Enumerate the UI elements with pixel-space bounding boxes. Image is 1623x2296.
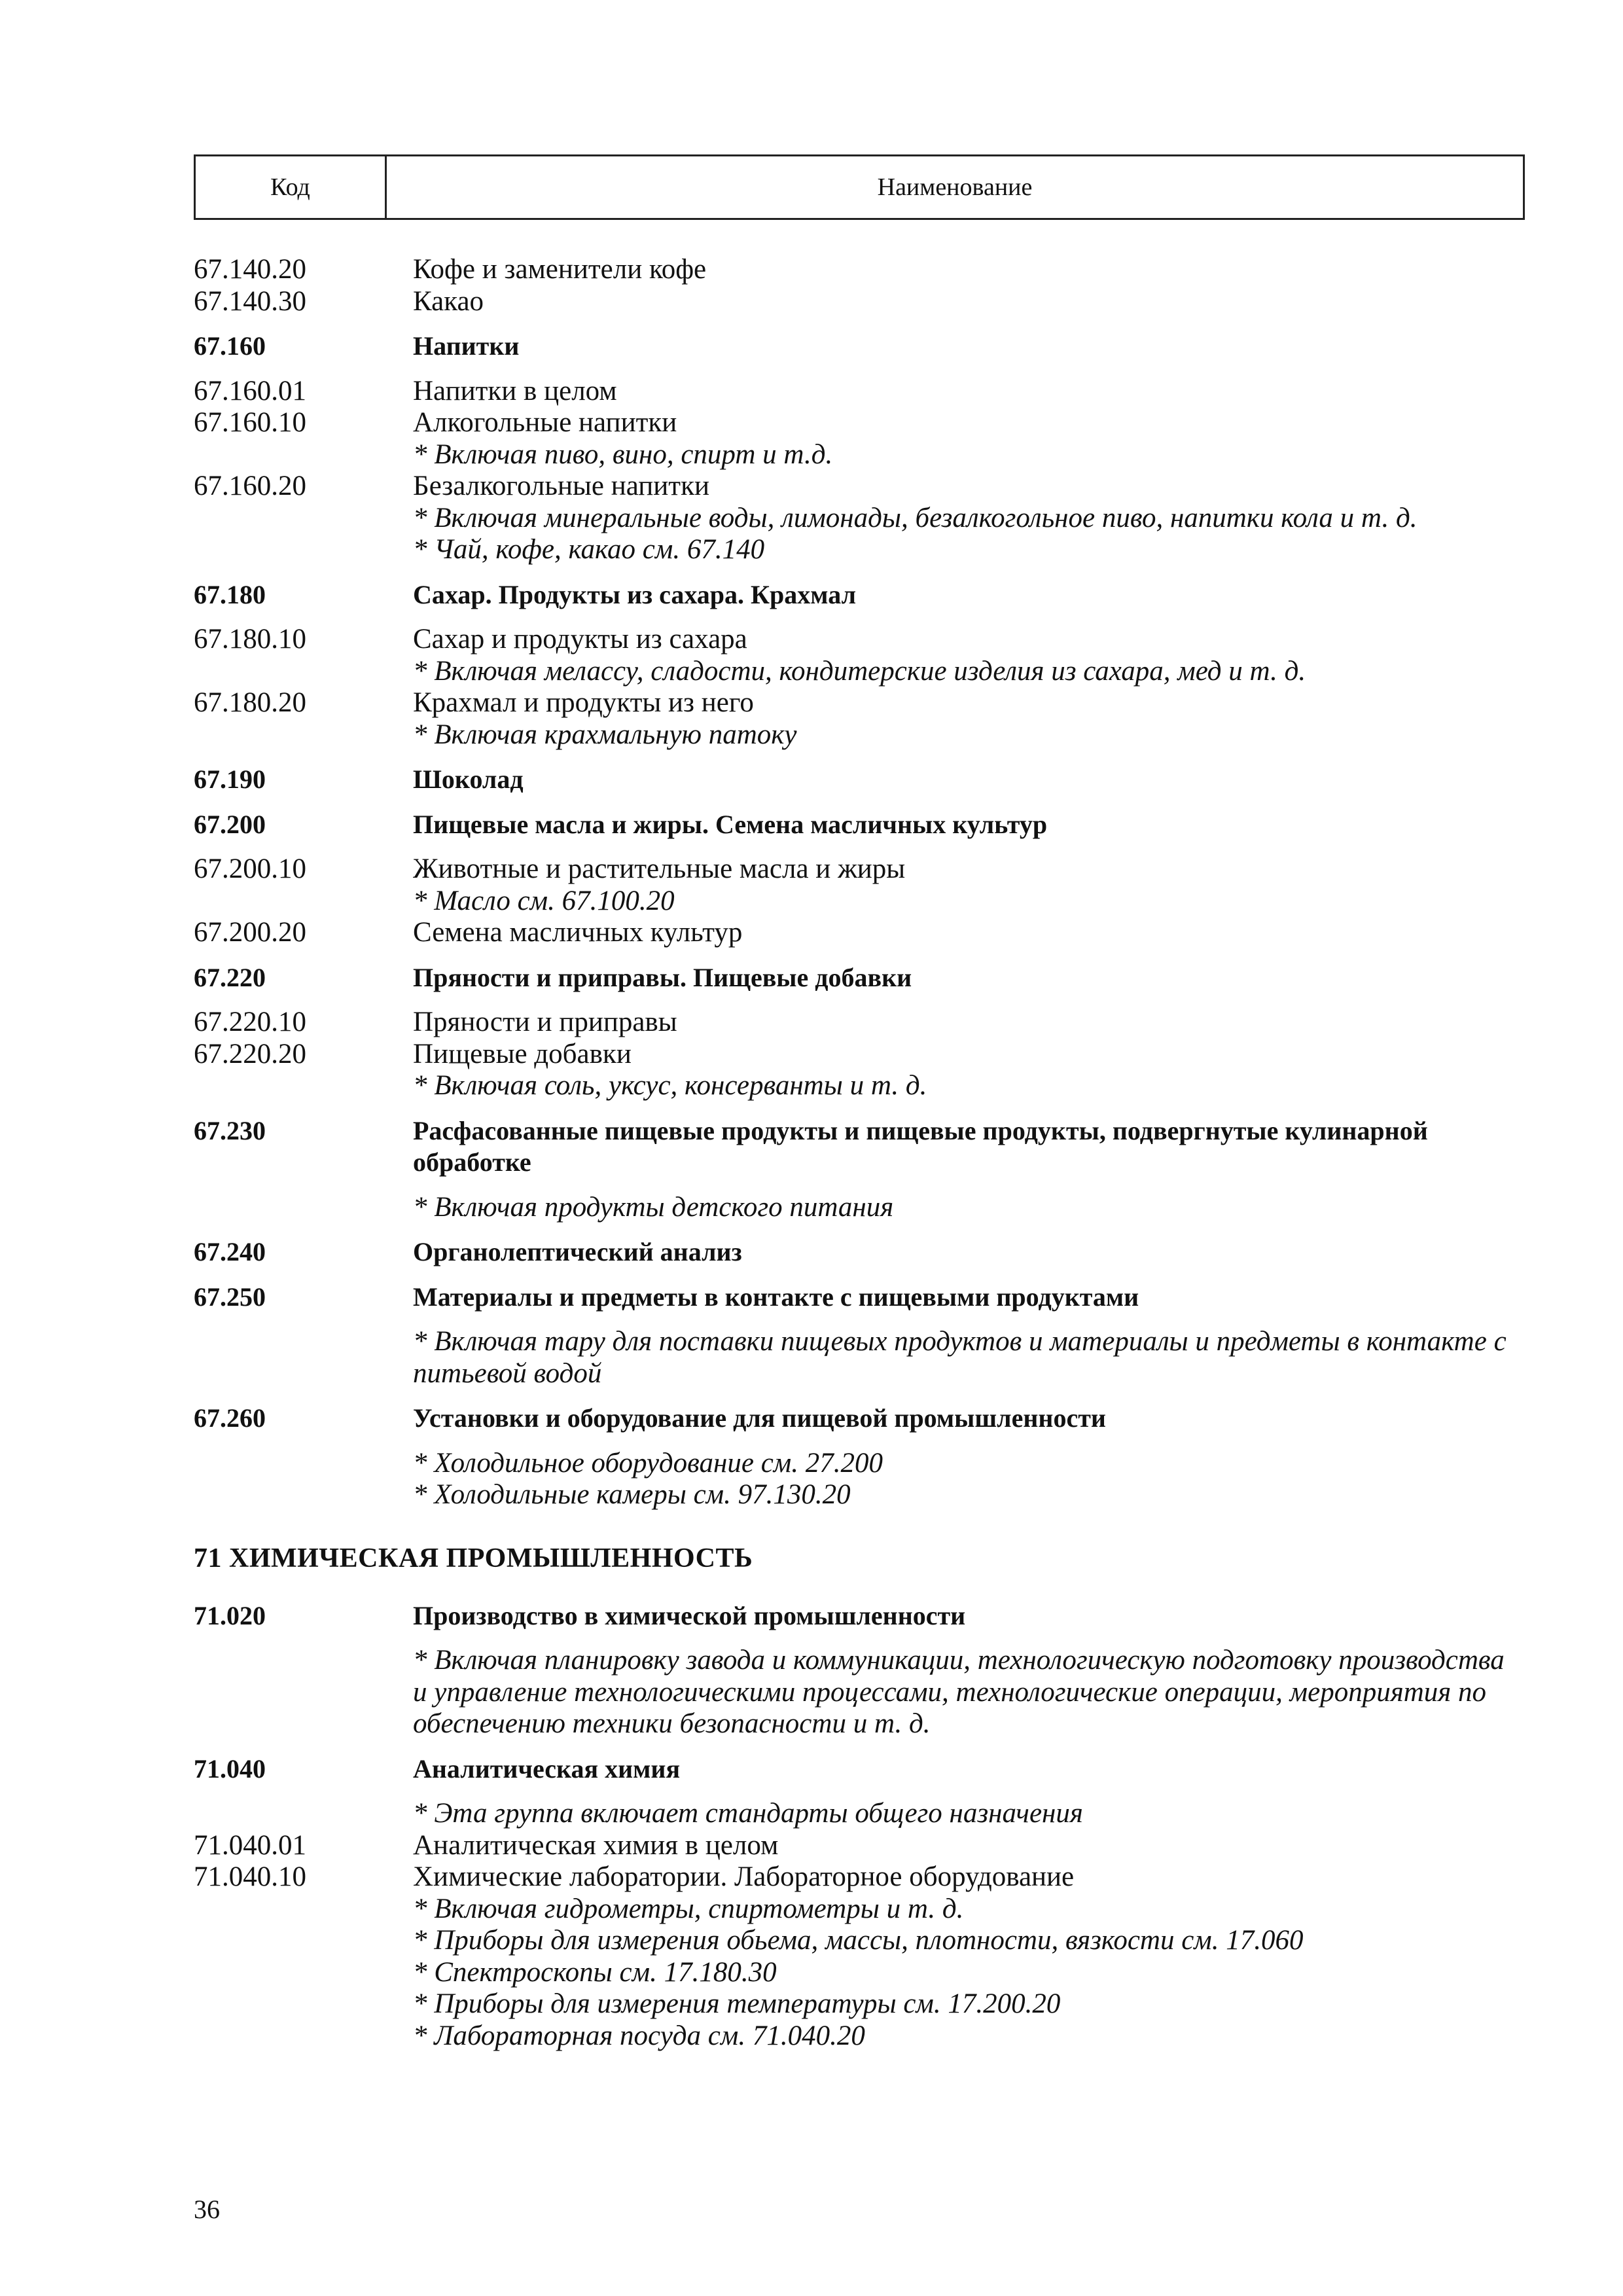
note-row: [194, 656, 1525, 688]
group-heading-row: [194, 809, 1525, 841]
note-row: [194, 534, 1525, 566]
entry-row: [194, 624, 1525, 656]
entry-code: [194, 439, 413, 471]
entry-note: * Включая гидрометры, спиртометры и т. д.: [413, 1893, 964, 1924]
entry-note: * Включая минеральные воды, лимонады, безалкогольное пиво, напитки кола и т. д.: [413, 502, 1418, 533]
entry-code: 67.260: [194, 1403, 266, 1433]
entry-name: Безалкогольные напитки: [413, 471, 709, 501]
entry-row: [194, 1039, 1525, 1071]
entries-group-67: [194, 254, 1525, 1511]
entry-name: Производство в химической промышленности: [413, 1600, 966, 1630]
note-row: [194, 439, 1525, 471]
entry-name: Алкогольные напитки: [413, 407, 677, 438]
entry-name: Животные и растительные масла и жиры: [413, 853, 906, 884]
entry-code: 67.160.10: [194, 407, 306, 438]
entry-note: * Масло см. 67.100.20: [413, 885, 675, 916]
entry-code: [194, 1925, 413, 1957]
entry-row: [194, 254, 1525, 286]
entry-name: Кофе и заменители кофе: [413, 254, 707, 285]
entry-name: Шоколад: [413, 764, 524, 794]
entry-code: 67.180.20: [194, 687, 306, 718]
entry-code: [194, 1645, 413, 1740]
entry-row: [194, 286, 1525, 318]
note-row: [194, 1326, 1525, 1390]
entry-note: * Включая тару для поставки пищевых продуктов и материалы и предметы в контакте с питьевой водой: [413, 1326, 1507, 1389]
entry-name: Пищевые масла и жиры. Семена масличных культур: [413, 809, 1048, 839]
section-heading: 71 ХИМИЧЕСКАЯ ПРОМЫШЛЕННОСТЬ: [194, 1543, 753, 1573]
entry-code: [194, 1448, 413, 1480]
entry-code: 67.220: [194, 962, 266, 992]
group-heading-row: [194, 962, 1525, 994]
entry-code: 71.020: [194, 1600, 266, 1630]
entry-code: 67.220.10: [194, 1007, 306, 1037]
entry-name: Напитки в целом: [413, 375, 617, 406]
entry-code: 67.220.20: [194, 1038, 306, 1069]
note-row: [194, 1798, 1525, 1830]
entry-row: [194, 853, 1525, 886]
entry-code: 67.240: [194, 1237, 266, 1266]
note-row: [194, 719, 1525, 751]
entry-name: Расфасованные пищевые продукты и пищевые продукты, подвергнутые кулинарной обработке: [413, 1115, 1428, 1177]
entry-code: [194, 1798, 413, 1830]
entry-code: 67.140.20: [194, 254, 306, 285]
entry-name: Семена масличных культур: [413, 917, 743, 948]
entry-code: 67.160: [194, 331, 266, 361]
group-heading-row: [194, 1403, 1525, 1435]
page-number: 36: [194, 2195, 220, 2224]
entry-note: * Холодильное оборудование см. 27.200: [413, 1447, 883, 1479]
entry-code: [194, 1893, 413, 1926]
entry-code: [194, 1479, 413, 1511]
entry-note: * Включая пиво, вино, спирт и т.д.: [413, 439, 833, 470]
group-heading-row: [194, 1753, 1525, 1785]
entry-row: [194, 471, 1525, 503]
note-row: [194, 1479, 1525, 1511]
note-row: [194, 1925, 1525, 1957]
group-heading-row: [194, 1115, 1525, 1179]
classifier-entries: [194, 254, 1525, 2052]
entry-code: 67.200: [194, 809, 266, 839]
entry-name: Химические лаборатории. Лабораторное оборудование: [413, 1861, 1075, 1892]
entry-code: 67.230: [194, 1115, 266, 1145]
note-row: [194, 1070, 1525, 1102]
entry-code: [194, 886, 413, 918]
entry-code: 71.040: [194, 1753, 266, 1784]
entry-code: [194, 1326, 413, 1390]
entry-code: 67.180: [194, 579, 266, 609]
entry-code: 67.200.20: [194, 917, 306, 948]
group-heading-row: [194, 1600, 1525, 1632]
entry-row: [194, 1861, 1525, 1893]
entry-code: 67.160.20: [194, 471, 306, 501]
entry-note: * Чай, кофе, какао см. 67.140: [413, 534, 765, 565]
entry-row: [194, 1007, 1525, 1039]
entry-code: [194, 534, 413, 566]
entry-name: Пищевые добавки: [413, 1038, 632, 1069]
note-row: [194, 1957, 1525, 1989]
entry-code: 67.250: [194, 1282, 266, 1312]
entry-code: 67.190: [194, 764, 266, 794]
entry-row: [194, 687, 1525, 719]
entry-name: Пряности и приправы. Пищевые добавки: [413, 962, 912, 992]
entry-code: [194, 719, 413, 751]
header-name-label: Наименование: [877, 173, 1033, 201]
entry-code: [194, 1070, 413, 1102]
table-header: [194, 154, 1525, 220]
entry-name: Напитки: [413, 331, 520, 361]
entry-code: [194, 503, 413, 535]
entry-note: * Лабораторная посуда см. 71.040.20: [413, 2020, 865, 2051]
entry-note: * Спектроскопы см. 17.180.30: [413, 1956, 777, 1988]
note-row: [194, 503, 1525, 535]
entry-note: * Включая планировку завода и коммуникации, технологическую подготовку производства и управление технологическими процессами, технологические операции, мероприятия по обеспечению техники безопасности и т. д.: [413, 1645, 1505, 1739]
note-row: [194, 1988, 1525, 2020]
entry-note: * Холодильные камеры см. 97.130.20: [413, 1479, 851, 1510]
entry-code: [194, 1192, 413, 1224]
entry-row: [194, 1830, 1525, 1862]
entry-name: Установки и оборудование для пищевой промышленности: [413, 1403, 1106, 1433]
entries-group-71: [194, 1600, 1525, 2053]
entry-name: Крахмал и продукты из него: [413, 687, 754, 718]
entry-row: [194, 376, 1525, 408]
entry-code: 67.160.01: [194, 375, 306, 406]
entry-row: [194, 407, 1525, 439]
group-heading-row: [194, 764, 1525, 796]
entry-note: * Приборы для измерения температуры см. 17.200.20: [413, 1988, 1061, 2019]
entry-note: * Приборы для измерения обьема, массы, плотности, вязкости см. 17.060: [413, 1925, 1304, 1956]
entry-code: [194, 1957, 413, 1989]
group-heading-row: [194, 1236, 1525, 1268]
entry-name: Какао: [413, 285, 484, 317]
entry-code: [194, 1988, 413, 2020]
entry-note: * Эта группа включает стандарты общего назначения: [413, 1798, 1083, 1829]
entry-name: Сахар и продукты из сахара: [413, 624, 747, 655]
entry-name: Материалы и предметы в контакте с пищевыми продуктами: [413, 1282, 1139, 1312]
entry-note: * Включая мелассу, сладости, кондитерские изделия из сахара, мед и т. д.: [413, 655, 1306, 687]
entry-code: 71.040.10: [194, 1861, 306, 1892]
entry-row: [194, 917, 1525, 949]
entry-code: 67.140.30: [194, 285, 306, 317]
entry-note: * Включая крахмальную патоку: [413, 719, 797, 750]
group-heading-row: [194, 331, 1525, 363]
note-row: [194, 886, 1525, 918]
note-row: [194, 1448, 1525, 1480]
entry-code: [194, 656, 413, 688]
note-row: [194, 2020, 1525, 2053]
group-heading-row: [194, 1282, 1525, 1314]
entry-code: 71.040.01: [194, 1829, 306, 1861]
entry-note: * Включая соль, уксус, консерванты и т. д.: [413, 1070, 927, 1101]
entry-name: Органолептический анализ: [413, 1237, 742, 1266]
group-heading-row: [194, 579, 1525, 611]
entry-name: Сахар. Продукты из сахара. Крахмал: [413, 579, 857, 609]
note-row: [194, 1192, 1525, 1224]
entry-code: 67.180.10: [194, 624, 306, 655]
note-row: [194, 1893, 1525, 1926]
entry-code: [194, 2020, 413, 2053]
entry-name: Аналитическая химия: [413, 1753, 681, 1784]
entry-code: 67.200.10: [194, 853, 306, 884]
entry-name: Аналитическая химия в целом: [413, 1829, 779, 1861]
entry-name: Пряности и приправы: [413, 1007, 677, 1037]
note-row: [194, 1645, 1525, 1740]
entry-note: * Включая продукты детского питания: [413, 1191, 894, 1223]
header-code-label: Код: [196, 156, 387, 218]
